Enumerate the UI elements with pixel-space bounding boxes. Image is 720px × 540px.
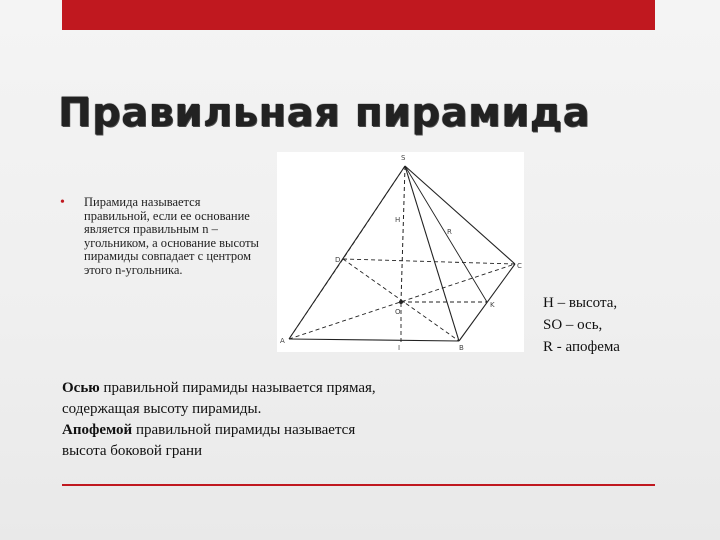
legend-apothem: R - апофема: [543, 339, 620, 355]
legend-axis: SO – ось,: [543, 317, 603, 333]
legend-block: [543, 292, 620, 358]
slide-title: Правильная пирамида: [58, 90, 591, 136]
label-foot: K: [490, 301, 495, 309]
label-height: H: [395, 216, 401, 224]
label-apothem: R: [447, 228, 452, 236]
edge-sb: [405, 166, 459, 341]
label-center: O: [395, 308, 401, 316]
label-c: C: [517, 262, 522, 270]
axis-definition: правильной пирамиды называется прямая, содержащая высоту пирамиды.: [62, 380, 376, 417]
pyramid-figure: [277, 152, 524, 352]
label-d: D: [335, 256, 341, 264]
bullet-text: Пирамида называется правильной, если ее основание является правильным n – угольником, а основание высоты пирамиды совпадает с центром этого n-угольника.: [84, 195, 259, 277]
apothem-term: Апофемой: [62, 422, 133, 438]
edge-bc: [459, 264, 515, 341]
edge-cd: [343, 259, 515, 264]
apothem-line: [405, 166, 487, 302]
label-b: B: [459, 344, 464, 352]
height-line: [401, 166, 405, 302]
label-a: A: [280, 337, 285, 345]
label-apex: S: [401, 154, 406, 162]
apothem-definition: правильной пирамиды называется высота боковой грани: [62, 422, 356, 459]
edge-sc: [405, 166, 515, 264]
pyramid-diagram: [277, 152, 524, 352]
legend-height: H – высота,: [543, 295, 618, 311]
axis-term: Осью: [62, 380, 100, 396]
definitions-paragraph: [62, 378, 392, 462]
bottom-accent-line: [62, 484, 655, 486]
center-point: [399, 300, 403, 304]
label-bottom: I: [398, 344, 401, 352]
top-accent-bar: [62, 0, 655, 30]
edge-ab: [289, 339, 459, 341]
bullet-marker-icon: •: [60, 195, 65, 210]
